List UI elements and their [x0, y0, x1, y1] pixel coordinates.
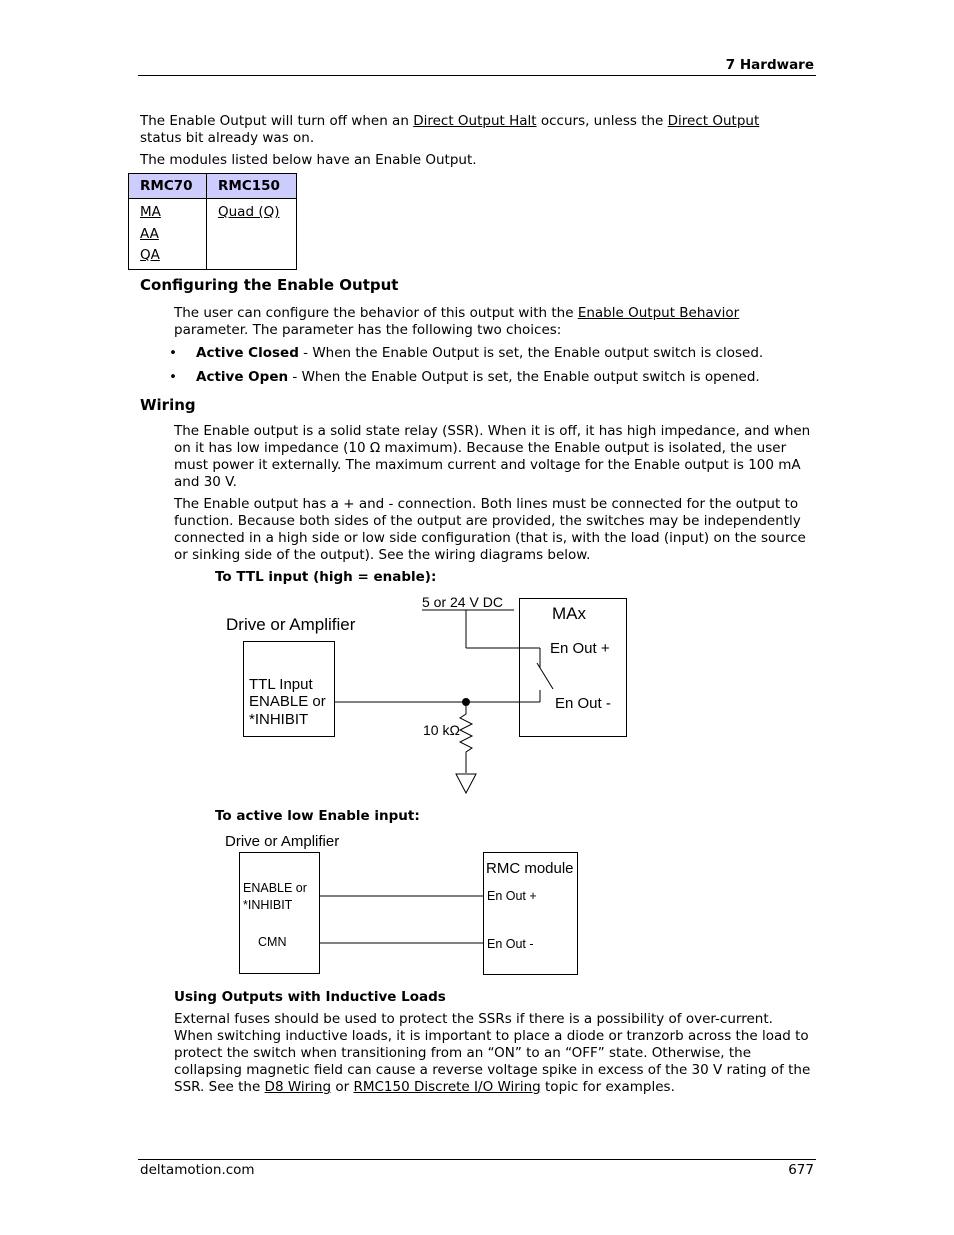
ttl-input-label: TTL Input [249, 676, 313, 693]
module-link-qa[interactable]: QA [140, 247, 160, 263]
rmc150-modules-cell [207, 199, 297, 270]
en-out-minus-label-2: En Out - [487, 937, 534, 951]
footer-rule [138, 1159, 816, 1160]
diagram2-caption: To active low Enable input: [215, 808, 420, 824]
resistor-label: 10 kΩ [423, 722, 460, 738]
table-header-rmc70: RMC70 [129, 174, 207, 199]
supply-label: 5 or 24 V DC [422, 594, 503, 610]
behavior-list [169, 345, 816, 386]
drive-label: Drive or Amplifier [226, 615, 356, 634]
ttl-wiring-diagram [220, 590, 640, 800]
enable-label: ENABLE or [249, 693, 326, 710]
module-link-quad[interactable]: Quad (Q) [218, 204, 280, 220]
rmc150-discrete-io-wiring-link[interactable]: RMC150 Discrete I/O Wiring [353, 1079, 541, 1095]
en-out-minus-label: En Out - [555, 695, 611, 712]
header-rule [138, 75, 816, 76]
bullet-icon: • [169, 345, 177, 361]
d8-wiring-link[interactable]: D8 Wiring [264, 1079, 332, 1095]
direct-output-link[interactable]: Direct Output [667, 113, 760, 129]
ground-icon [456, 774, 476, 793]
max-label: MAx [552, 604, 586, 623]
bullet-icon: • [169, 369, 177, 385]
inhibit-label-2: *INHIBIT [243, 898, 293, 912]
active-low-wiring-diagram [220, 828, 590, 980]
intro-paragraph-1: The Enable Output will turn off when an Direct Output Halt occurs, unless the Direct Output status bit already was on. [140, 113, 760, 146]
page-number: 677 [788, 1162, 814, 1178]
intro-paragraph-2: The modules listed below have an Enable Output. [140, 152, 477, 168]
inductive-paragraph: External fuses should be used to protect the SSRs if there is a possibility of over-current. When switching inductive loads, it is important to place a diode or tranzorb across the load to protect the switch when transitioning from an “ON” to an “OFF” state. Otherwise, the collapsing magnetic field can cause a reverse voltage spike in excess of the 30 V rating of the SSR. See the D8 Wiring or RMC150 Discrete I/O Wiring topic for examples. [174, 1011, 811, 1095]
diagram1-caption: To TTL input (high = enable): [215, 569, 437, 585]
inductive-heading: Using Outputs with Inductive Loads [174, 989, 446, 1005]
footer-site: deltamotion.com [140, 1162, 255, 1178]
enable-output-behavior-link[interactable]: Enable Output Behavior [577, 305, 740, 321]
module-link-aa[interactable]: AA [140, 225, 159, 242]
configuring-paragraph: The user can configure the behavior of this output with the Enable Output Behavior parameter. The parameter has the following two choices: [174, 305, 740, 338]
configuring-heading: Configuring the Enable Output [140, 276, 399, 294]
module-link-ma[interactable]: MA [140, 204, 161, 220]
switch-contact [537, 663, 553, 689]
wiring-heading: Wiring [140, 396, 196, 414]
rmc-module-label: RMC module [486, 860, 574, 877]
inhibit-label: *INHIBIT [249, 711, 309, 728]
wiring-paragraph-1: The Enable output is a solid state relay (SSR). When it is off, it has high impedance, and when on it has low impedance (10 Ω maximum). Because the Enable output is isolated, the user must power it externally. The maximum current and voltage for the Enable output is 100 mA and 30 V. [174, 423, 811, 490]
drive-label-2: Drive or Amplifier [225, 833, 340, 850]
table-header-rmc150: RMC150 [207, 174, 297, 199]
resistor-symbol [460, 702, 472, 773]
chapter-title: 7 Hardware [725, 57, 814, 73]
list-item: • Active Closed - When the Enable Output is set, the Enable output switch is closed. [169, 345, 764, 361]
list-item: • Active Open - When the Enable Output is set, the Enable output switch is opened. [169, 369, 760, 385]
direct-output-halt-link[interactable]: Direct Output Halt [413, 113, 537, 129]
enable-label-2: ENABLE or [243, 881, 307, 895]
rmc70-modules-cell [129, 199, 207, 270]
cmn-label: CMN [258, 935, 287, 949]
en-out-plus-label: En Out + [550, 640, 610, 657]
drive-box [240, 853, 320, 974]
en-out-plus-label-2: En Out + [487, 889, 537, 903]
wiring-paragraph-2: The Enable output has a + and - connection. Both lines must be connected for the output to function. Because both sides of the output are provided, the switches may be independently connected in a high side or low side configuration (that is, with the load (input) on the source or sinking side of the output). See the wiring diagrams below. [174, 496, 806, 563]
module-table [128, 173, 297, 270]
